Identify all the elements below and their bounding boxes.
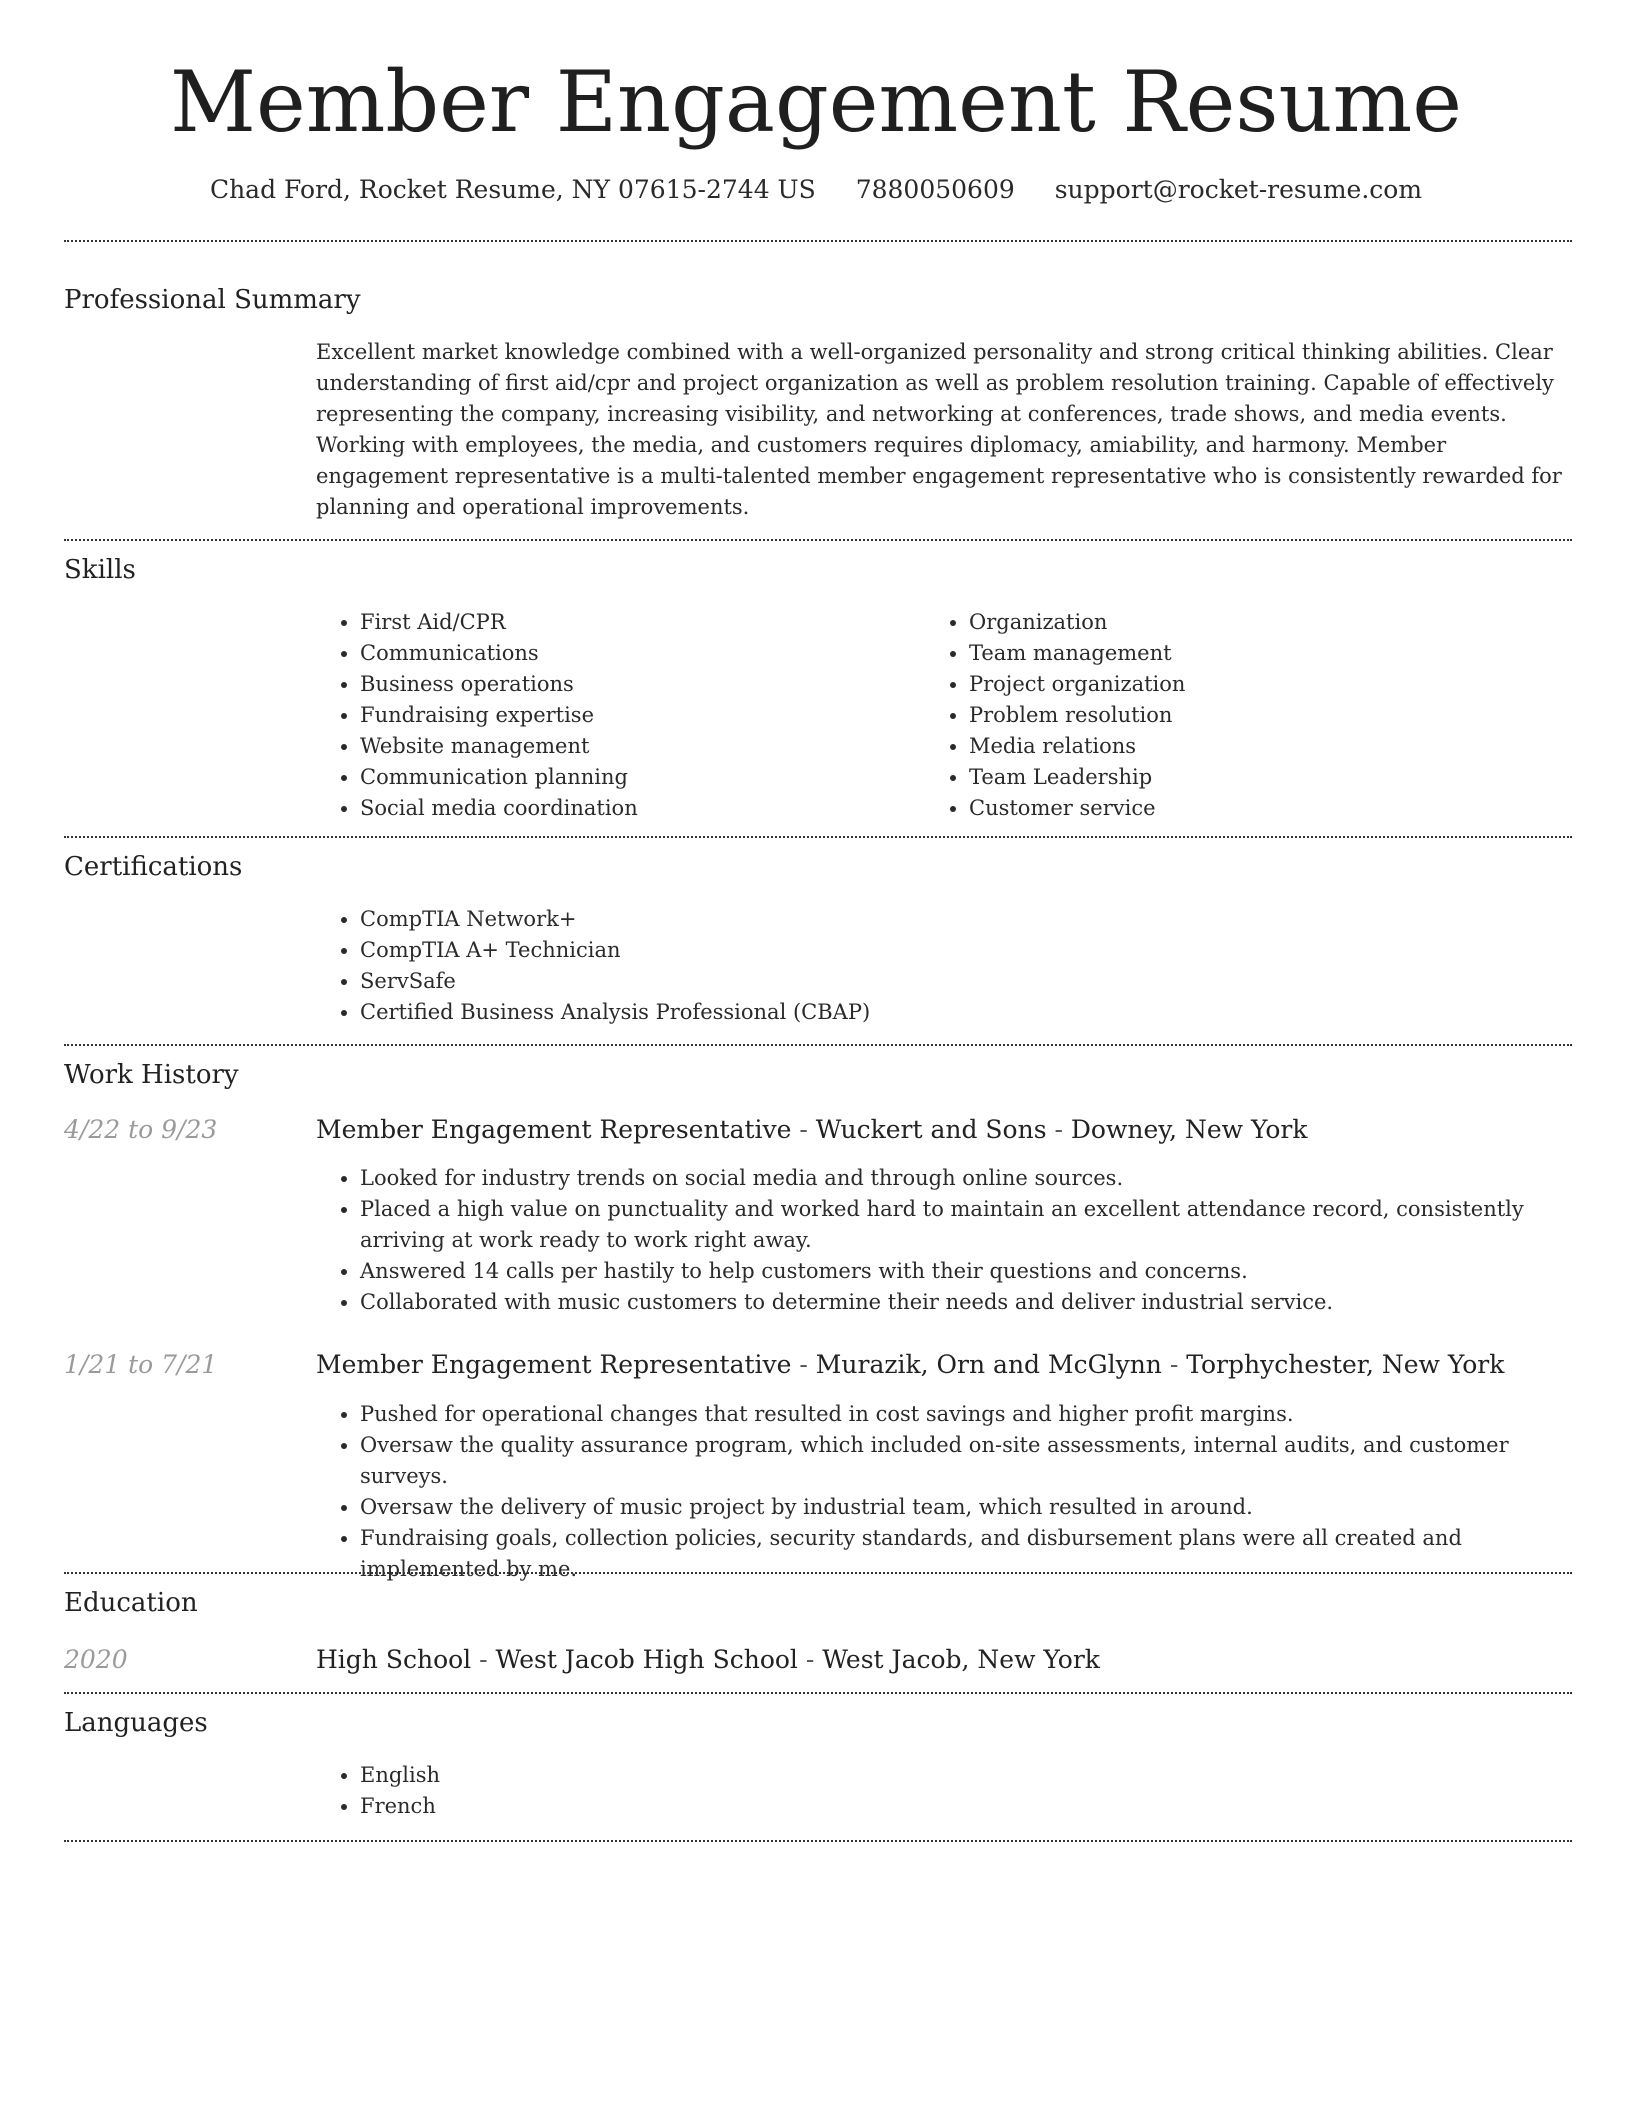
education-location: West Jacob, New York xyxy=(822,1645,1100,1674)
languages-heading: Languages xyxy=(64,1708,208,1738)
job-location: Torphychester, New York xyxy=(1186,1350,1505,1379)
section-divider xyxy=(64,1692,1572,1694)
education-heading-line: High School - West Jacob High School - West Jacob, New York xyxy=(316,1645,1100,1674)
job-heading: Member Engagement Representative - Wuckert and Sons - Downey, New York xyxy=(316,1115,1308,1144)
skill-item: • Media relations xyxy=(969,731,1525,762)
certification-item: • ServSafe xyxy=(360,966,1572,997)
skills-right-column xyxy=(925,607,1525,824)
skills-heading: Skills xyxy=(64,555,136,585)
summary-heading: Professional Summary xyxy=(64,285,361,315)
skills-left-column xyxy=(316,607,916,824)
contact-email: support@rocket-resume.com xyxy=(1054,175,1423,204)
section-divider xyxy=(64,836,1572,838)
skill-item: • Customer service xyxy=(969,793,1525,824)
certifications-heading: Certifications xyxy=(64,852,243,882)
job-role: Member Engagement Representative xyxy=(316,1115,792,1144)
contact-line xyxy=(0,170,1632,210)
education-school: West Jacob High School xyxy=(495,1645,798,1674)
job-bullets xyxy=(316,1399,1572,1585)
skill-item: • Social media coordination xyxy=(360,793,916,824)
work-history-heading: Work History xyxy=(64,1060,239,1090)
section-divider xyxy=(64,1572,1572,1574)
job-dates: 1/21 to 7/21 xyxy=(64,1350,218,1379)
job-bullet: • Collaborated with music customers to determine their needs and deliver industrial service. xyxy=(360,1287,1572,1318)
education-degree: High School xyxy=(316,1645,472,1674)
job-company: Murazik, Orn and McGlynn xyxy=(815,1350,1162,1379)
skill-item: • Communication planning xyxy=(360,762,916,793)
contact-phone: 7880050609 xyxy=(855,175,1015,204)
section-divider xyxy=(64,539,1572,541)
language-item: • French xyxy=(360,1791,1572,1822)
section-divider xyxy=(64,1044,1572,1046)
resume-title: Member Engagement Resume xyxy=(170,53,1462,151)
skill-item: • First Aid/CPR xyxy=(360,607,916,638)
certifications-section xyxy=(316,904,1572,1028)
education-year: 2020 xyxy=(64,1645,128,1674)
summary-text: Excellent market knowledge combined with a well-organized personality and strong critical thinking abilities. Clear understanding of first aid/cpr and project organization as well as problem resolution training. Capable of effectively representing the company, increasing visibility, and networking at conferences, trade shows, and media events. Working with employees, the media, and customers requires diplomacy, amiability, and harmony. Member engagement representative is a multi-talented member engagement representative who is consistently rewarded for planning and operational improvements. xyxy=(316,340,1562,519)
job-bullet: • Answered 14 calls per hastily to help customers with their questions and concerns. xyxy=(360,1256,1572,1287)
skill-item: • Website management xyxy=(360,731,916,762)
job-bullet: • Oversaw the quality assurance program, which included on-site assessments, internal audits, and customer surveys. xyxy=(360,1430,1572,1492)
job-bullet: • Fundraising goals, collection policies, security standards, and disbursement plans were all created and implemented by me. xyxy=(360,1523,1572,1585)
skill-item: • Communications xyxy=(360,638,916,669)
job-bullet: • Looked for industry trends on social media and through online sources. xyxy=(360,1163,1572,1194)
certification-item: • CompTIA Network+ xyxy=(360,904,1572,935)
skill-item: • Team Leadership xyxy=(969,762,1525,793)
languages-section xyxy=(316,1760,1572,1822)
job-bullet: • Oversaw the delivery of music project by industrial team, which resulted in around. xyxy=(360,1492,1572,1523)
language-item: • English xyxy=(360,1760,1572,1791)
section-divider xyxy=(64,1840,1572,1842)
job-bullet: • Placed a high value on punctuality and worked hard to maintain an excellent attendance record, consistently arriving at work ready to work right away. xyxy=(360,1194,1572,1256)
section-divider xyxy=(64,240,1572,242)
job-dates: 4/22 to 9/23 xyxy=(64,1115,218,1144)
job-role: Member Engagement Representative xyxy=(316,1350,792,1379)
job-company: Wuckert and Sons xyxy=(815,1115,1047,1144)
contact-address: Chad Ford, Rocket Resume, NY 07615-2744 US xyxy=(209,175,816,204)
job-bullets xyxy=(316,1163,1572,1318)
skill-item: • Project organization xyxy=(969,669,1525,700)
job-bullet: • Pushed for operational changes that resulted in cost savings and higher profit margins. xyxy=(360,1399,1572,1430)
certification-item: • CompTIA A+ Technician xyxy=(360,935,1572,966)
skill-item: • Team management xyxy=(969,638,1525,669)
job-heading: Member Engagement Representative - Murazik, Orn and McGlynn - Torphychester, New York xyxy=(316,1350,1505,1379)
skill-item: • Problem resolution xyxy=(969,700,1525,731)
skill-item: • Fundraising expertise xyxy=(360,700,916,731)
skill-item: • Business operations xyxy=(360,669,916,700)
job-location: Downey, New York xyxy=(1070,1115,1308,1144)
education-heading: Education xyxy=(64,1588,198,1618)
skill-item: • Organization xyxy=(969,607,1525,638)
certification-item: • Certified Business Analysis Professional (CBAP) xyxy=(360,997,1572,1028)
summary-section xyxy=(316,337,1572,523)
